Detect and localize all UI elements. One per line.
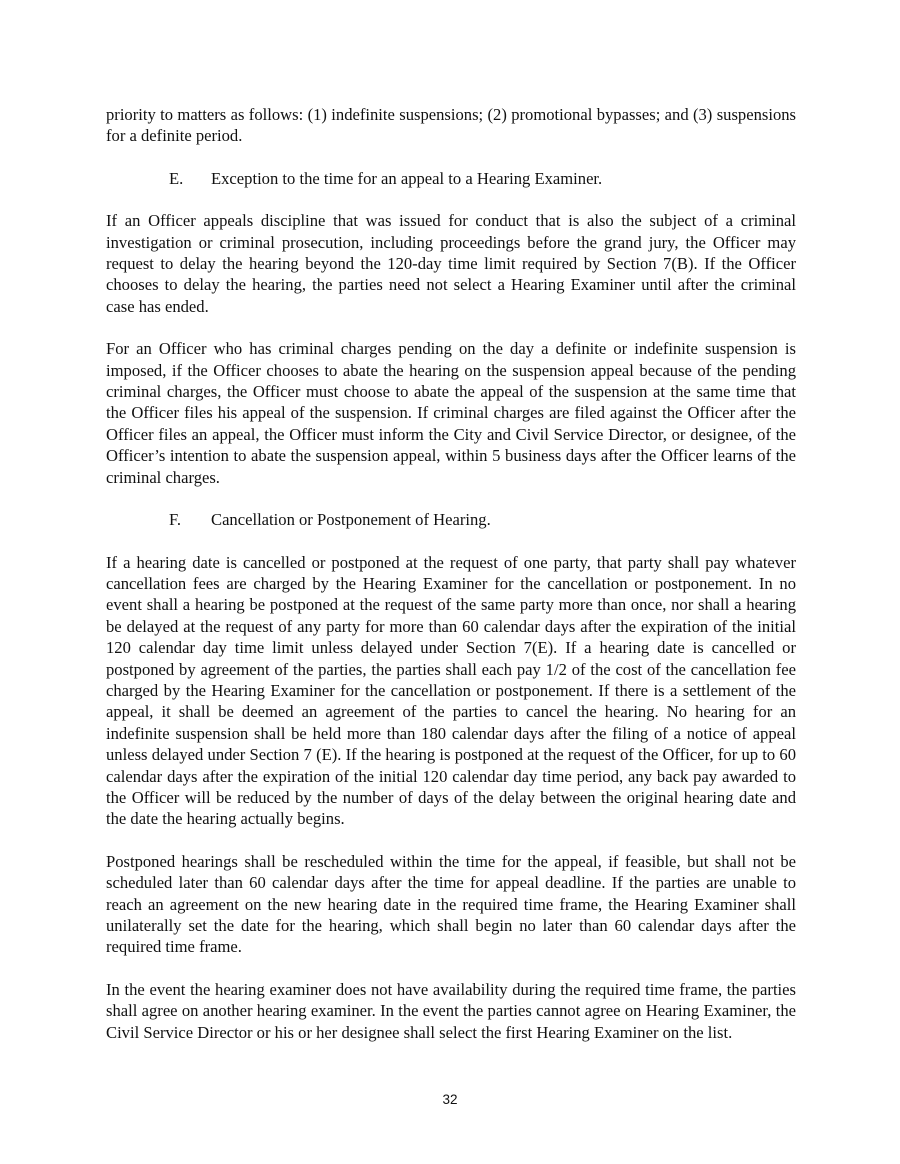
paragraph-postponed-hearings: Postponed hearings shall be rescheduled within the time for the appeal, if feasible, but shall not be scheduled later than 60 calendar days after the time for appeal deadline. If the parties are unable to reach an agreement on the new hearing date in the required time frame, the Hearing Examiner shall unilaterally set the date for the hearing, which shall begin no later than 60 calendar days after the required time frame. [106,851,796,957]
section-title-e: Exception to the time for an appeal to a Hearing Examiner. [211,168,603,188]
section-letter-f: F. [169,510,182,530]
paragraph-hearing-examiner-availability: In the event the hearing examiner does not have availability during the required time frame, the parties shall agree on another hearing examiner. In the event the parties cannot agree on Hearing Examiner, the Civil Service Director or his or her designee shall select the first Hearing Examiner on the list. [106,979,796,1042]
document-page [106,104,796,1064]
section-title-f: Cancellation or Postponement of Hearing. [211,510,491,530]
page-number: 32 [442,1092,458,1107]
paragraph-cancellation-fees: If a hearing date is cancelled or postponed at the request of one party, that party shall pay whatever cancellation fees are charged by the Hearing Examiner for the cancellation or postponement. In no event shall a hearing be postponed at the request of the same party more than once, nor shall a hearing be delayed at the request of any party for more than 60 calendar days after the expiration of the initial 120 calendar day time limit unless delayed under Section 7(E). If a hearing date is cancelled or postponed by agreement of the parties, the parties shall each pay 1/2 of the cost of the cancellation fee charged by the Hearing Examiner for the cancellation or postponement. If there is a settlement of the appeal, it shall be deemed an agreement of the parties to cancel the hearing. No hearing for an indefinite suspension shall be held more than 180 calendar days after the filing of a notice of appeal unless delayed under Section 7 (E). If the hearing is postponed at the request of the Officer, for up to 60 calendar days after the expiration of the initial 120 calendar day time period, any back pay awarded to the Officer will be reduced by the number of days of the delay between the original hearing date and the date the hearing actually begins. [106,552,796,829]
section-heading-e [106,168,796,189]
paragraph-priority-matters: priority to matters as follows: (1) indefinite suspensions; (2) promotional bypasses; and (3) suspensions for a definite period. [106,105,796,146]
section-heading-f [106,509,796,530]
paragraph-criminal-charges-pending: For an Officer who has criminal charges pending on the day a definite or indefinite suspension is imposed, if the Officer chooses to abate the hearing on the suspension appeal because of the pending criminal charges, the Officer must choose to abate the appeal of the suspension at the same time that the Officer files his appeal of the suspension. If criminal charges are filed against the Officer after the Officer files an appeal, the Officer must inform the City and Civil Service Director, or designee, of the Officer’s intention to abate the suspension appeal, within 5 business days after the Officer learns of the criminal charges. [106,339,796,487]
section-letter-e: E. [169,168,184,188]
paragraph-criminal-investigation: If an Officer appeals discipline that was issued for conduct that is also the subject of a criminal investigation or criminal prosecution, including proceedings before the grand jury, the Officer may request to delay the hearing beyond the 120-day time limit required by Section 7(B). If the Officer chooses to delay the hearing, the parties need not select a Hearing Examiner until after the criminal case has ended. [106,211,796,316]
